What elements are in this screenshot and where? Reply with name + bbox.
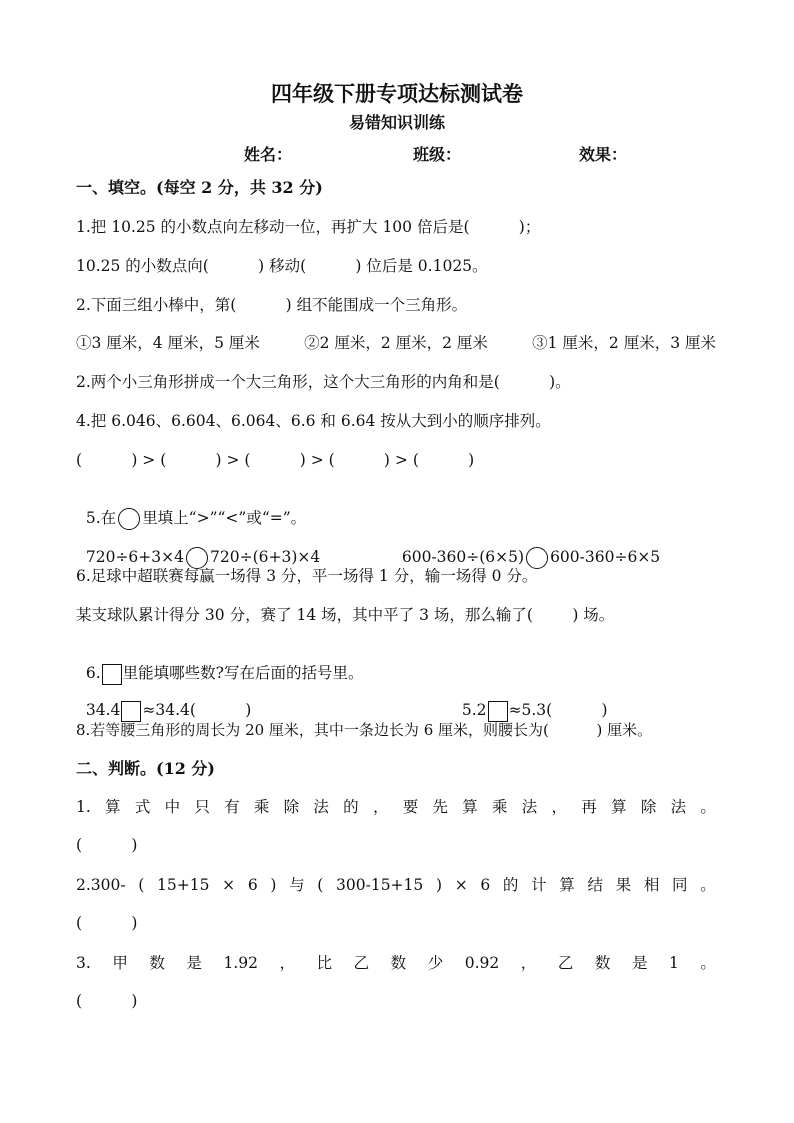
judge-2-token: ) <box>435 876 443 894</box>
q7-num-1: 34.4 <box>85 701 121 719</box>
judge-3-token: 数 <box>149 954 165 972</box>
judge-3-token: 乙 <box>353 954 370 972</box>
question-5-right <box>392 527 660 569</box>
question-1b: 10.25 的小数点向( ) 移动( ) 位后是 0.1025。 <box>76 257 488 275</box>
judge-1-token: 先 <box>432 798 448 816</box>
judge-3-token: 1 <box>668 954 679 972</box>
result-label: 效果： <box>579 145 628 164</box>
option-1: ①3 厘米，4 厘米，5 厘米 <box>76 334 260 352</box>
judge-1-token: 乘 <box>253 798 270 816</box>
judge-3 <box>76 953 716 973</box>
judge-2-token: 。 <box>700 876 716 894</box>
judge-3-token: ， <box>279 954 296 972</box>
judge-3-token: 3. <box>76 954 91 972</box>
judge-3-token: 数 <box>594 954 611 972</box>
question-6a: 6.足球中超联赛每赢一场得 3 分，平一场得 1 分，输一场得 0 分。 <box>76 567 538 585</box>
q7-prefix: 6. <box>85 664 101 682</box>
judge-1-token: 式 <box>134 798 151 816</box>
question-4: 4.把 6.046、6.604、6.064、6.6 和 6.64 按从大到小的顺序排列。 <box>76 412 551 430</box>
judge-1-token: 乘 <box>492 798 508 816</box>
judge-2-token: 计 <box>531 876 547 894</box>
judge-2-token: 算 <box>559 876 575 894</box>
q5-prefix: 5.在 <box>85 509 117 527</box>
judge-1-blank: ( ) <box>76 836 138 854</box>
fill-box-1[interactable] <box>121 701 141 722</box>
judge-2-token: 6 <box>247 876 258 894</box>
section2-heading: 二、判断。(12 分) <box>76 759 215 778</box>
judge-1-token: 只 <box>194 798 210 816</box>
judge-3-token: 是 <box>631 954 648 972</box>
judge-2-token: 与 <box>289 876 305 894</box>
q7-approx-1: ≈34.4( ) <box>142 701 252 719</box>
option-3: ③1 厘米，2 厘米，3 厘米 <box>532 334 716 352</box>
question-2-options <box>76 333 716 353</box>
option-2: ②2 厘米，2 厘米，2 厘米 <box>304 334 488 352</box>
judge-1-token: 法 <box>670 798 687 816</box>
q7-approx-2: ≈5.3( ) <box>508 701 608 719</box>
judge-3-token: 1.92 <box>223 954 258 972</box>
judge-1-token: 中 <box>164 798 181 816</box>
judge-3-token: 数 <box>390 954 407 972</box>
question-7 <box>76 643 363 685</box>
judge-1-token: 法 <box>313 798 329 816</box>
judge-1-token: 法 <box>521 798 538 816</box>
judge-2-token: ( <box>317 876 324 894</box>
judge-1-token: 算 <box>462 798 478 816</box>
judge-2-blank: ( ) <box>76 914 138 932</box>
question-2: 2.下面三组小棒中，第( ) 组不能围成一个三角形。 <box>76 296 468 314</box>
q5-expr-2: 720÷(6+3)×4 <box>210 548 321 566</box>
q7-suffix: 里能填哪些数?写在后面的括号里。 <box>122 664 364 682</box>
q5-expr-1: 720÷6+3×4 <box>85 548 184 566</box>
judge-2-token: ( <box>138 876 145 894</box>
judge-1-token: 的 <box>343 798 359 816</box>
judge-2-token: × <box>454 876 468 894</box>
question-5 <box>76 488 306 530</box>
judge-1-token: 。 <box>700 798 716 816</box>
judge-2-token: × <box>222 876 236 894</box>
judge-1-token: 有 <box>224 798 240 816</box>
judge-1-token: 除 <box>640 798 657 816</box>
test-subtitle: 易错知识训练 <box>348 113 445 132</box>
judge-1-token: 1. <box>76 798 91 816</box>
test-title: 四年级下册专项达标测试卷 <box>271 81 523 106</box>
judge-2-token: 的 <box>502 876 519 894</box>
judge-1-token: ， <box>372 798 389 816</box>
judge-2-token: 结 <box>587 876 603 894</box>
judge-1-token: ， <box>551 798 568 816</box>
judge-2-token: 相 <box>643 876 660 894</box>
judge-1-token: 要 <box>402 798 419 816</box>
judge-3-token: 少 <box>427 954 444 972</box>
question-7-right <box>452 680 608 722</box>
judge-3-token: 0.92 <box>464 954 500 972</box>
question-7-left <box>76 680 251 722</box>
judge-1-token: 再 <box>581 798 597 816</box>
q7-num-2: 5.2 <box>461 701 487 719</box>
class-label: 班级： <box>413 145 462 164</box>
question-4-blanks: ( ) > ( ) > ( ) > ( ) > ( ) <box>76 451 475 469</box>
question-6b: 某支球队累计得分 30 分，赛了 14 场，其中平了 3 场，那么输了( ) 场。 <box>76 606 615 624</box>
section1-heading: 一、填空。(每空 2 分，共 32 分) <box>76 178 323 197</box>
judge-3-blank: ( ) <box>76 992 138 1010</box>
question-1a: 1.把 10.25 的小数点向左移动一位，再扩大 100 倍后是( )； <box>76 218 541 236</box>
judge-3-token: 比 <box>316 954 333 972</box>
judge-2 <box>76 875 716 895</box>
judge-2-token: 6 <box>480 876 491 894</box>
judge-3-token: ， <box>520 954 537 972</box>
question-3: 2.两个小三角形拼成一个大三角形，这个大三角形的内角和是( )。 <box>76 373 571 391</box>
fill-box-2[interactable] <box>488 701 508 722</box>
judge-1 <box>76 797 716 817</box>
judge-1-token: 算 <box>105 798 121 816</box>
judge-2-token: 同 <box>672 876 688 894</box>
judge-1-token: 除 <box>283 798 300 816</box>
judge-2-token: 果 <box>615 876 632 894</box>
q5-expr-4: 600-360÷6×5 <box>550 548 661 566</box>
name-label: 姓名： <box>244 145 293 164</box>
judge-2-token: ) <box>270 876 277 894</box>
judge-3-token: 是 <box>186 954 202 972</box>
judge-2-token: 300-15+15 <box>336 876 424 894</box>
judge-3-token: 甲 <box>112 954 128 972</box>
judge-2-token: 15+15 <box>157 876 210 894</box>
question-5-left <box>76 527 320 569</box>
question-8: 8.若等腰三角形的周长为 20 厘米，其中一条边长为 6 厘米，则腰长为( ) 厘米。 <box>76 721 653 739</box>
judge-3-token: 乙 <box>557 954 574 972</box>
q5-expr-3: 600-360÷(6×5) <box>401 548 525 566</box>
q5-suffix: 里填上“>”“<”或“=”。 <box>142 509 307 527</box>
judge-3-token: 。 <box>700 954 716 972</box>
judge-2-token: 2.300- <box>76 876 126 894</box>
judge-1-token: 算 <box>611 798 627 816</box>
